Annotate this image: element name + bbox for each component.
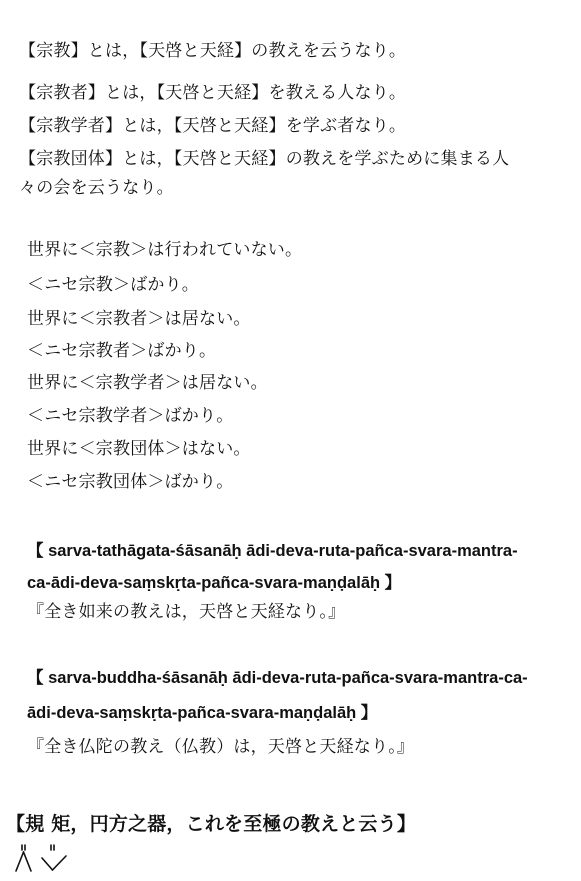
motto-line: 【規 矩，円方之器，これを至極の教えと云う】 [6, 813, 417, 835]
sanskrit-line: ca-ādi-deva-saṃskṛta-pañca-svara-maṇḍalāḥ 】 [27, 574, 402, 592]
sanskrit-line: 【 sarva-buddha-śāsanāḥ ādi-deva-ruta-pañca-svara-mantra-ca- [27, 669, 528, 687]
translation-line: 『全き仏陀の教え（仏教）は，天啓と天経なり。』 [27, 737, 415, 757]
definition-line: 【宗教者】とは，【天啓と天経】を教える人なり。 [19, 83, 407, 103]
compass-square-symbol [14, 843, 84, 873]
statement-line: ＜ニセ宗教団体＞ばかり。 [27, 472, 234, 492]
statement-line: 世界に＜宗教団体＞はない。 [27, 439, 251, 459]
statement-line: 世界に＜宗教者＞は居ない。 [27, 309, 251, 329]
statement-line: ＜ニセ宗教＞ばかり。 [27, 275, 199, 295]
translation-line: 『全き如来の教えは，天啓と天経なり。』 [27, 602, 346, 622]
definition-line: 【宗教学者】とは，【天啓と天経】を学ぶ者なり。 [19, 116, 407, 136]
definition-line: 々の会を云うなり。 [19, 178, 174, 198]
statement-line: 世界に＜宗教＞は行われていない。 [27, 240, 303, 260]
definition-line: 【宗教】とは，【天啓と天経】の教えを云うなり。 [19, 41, 407, 61]
statement-line: ＜ニセ宗教者＞ばかり。 [27, 341, 217, 361]
definition-line: 【宗教団体】とは，【天啓と天経】の教えを学ぶために集まる人 [19, 149, 510, 169]
sanskrit-line: 【 sarva-tathāgata-śāsanāḥ ādi-deva-ruta-pañca-svara-mantra- [27, 542, 518, 560]
statement-line: 世界に＜宗教学者＞は居ない。 [27, 373, 268, 393]
sanskrit-line: ādi-deva-saṃskṛta-pañca-svara-maṇḍalāḥ 】 [27, 704, 378, 722]
statement-line: ＜ニセ宗教学者＞ばかり。 [27, 406, 234, 426]
